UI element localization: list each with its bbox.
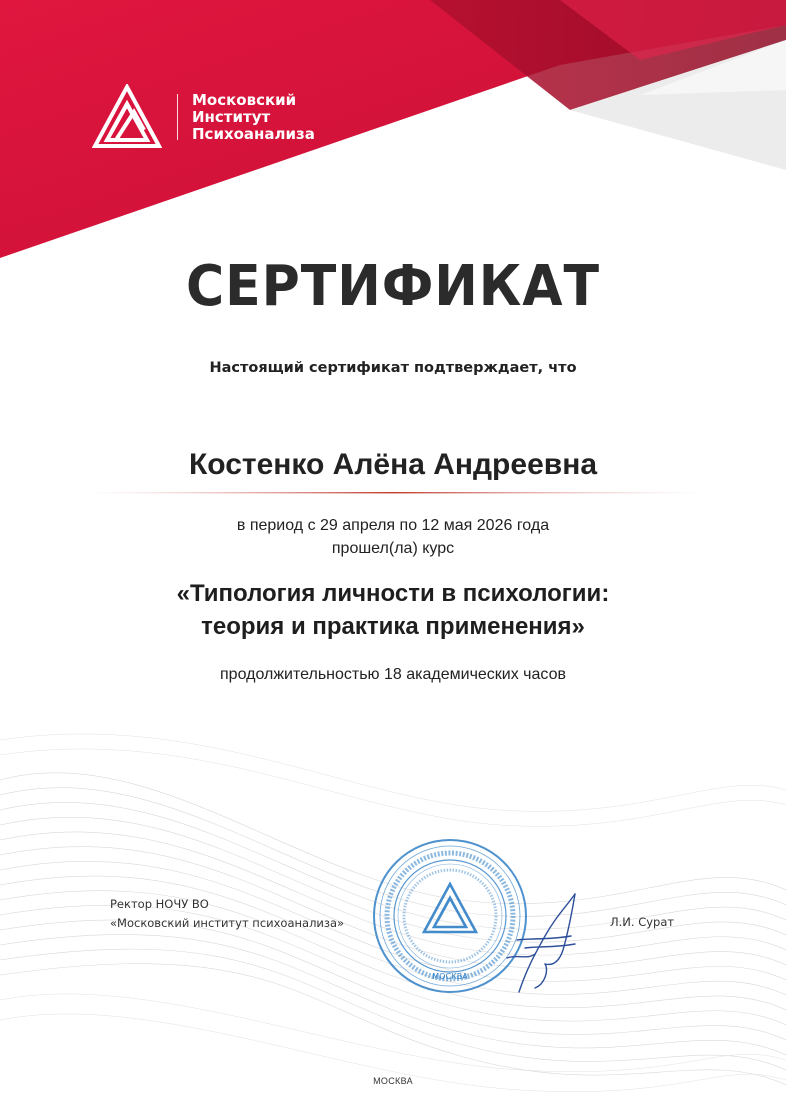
recipient-name: Костенко Алёна Андреевна	[188, 448, 598, 481]
name-underline	[83, 492, 703, 494]
triangle-logo-icon	[92, 84, 162, 150]
course-title-line-1: «Типология личности в психологии:	[176, 580, 610, 607]
footer-city: МОСКВА	[373, 1076, 413, 1086]
signer-role-line-2: «Московский институт психоанализа»	[110, 916, 345, 930]
signer-name: Л.И. Сурат	[610, 915, 675, 929]
course-title-line-2: теория и практика применения»	[201, 613, 585, 640]
period-line: в период с 29 апреля по 12 мая 2026 года	[236, 517, 550, 534]
logo-divider	[177, 94, 178, 140]
signer-role	[110, 895, 344, 933]
confirmation-text: Настоящий сертификат подтверждает, что	[209, 360, 577, 376]
course-period	[0, 514, 786, 560]
certificate-title: СЕРТИФИКАТ	[185, 254, 601, 319]
logo-line-1: Московский	[192, 91, 297, 109]
stamp-city-text: МОСКВА	[432, 972, 468, 981]
logo-line-3: Психоанализа	[192, 125, 315, 143]
handwritten-signature	[505, 888, 595, 998]
course-title	[0, 577, 786, 643]
course-duration: продолжительностью 18 академических часов	[220, 666, 566, 683]
signer-role-line-1: Ректор НОЧУ ВО	[110, 897, 209, 911]
completed-line: прошел(ла) курс	[331, 540, 455, 557]
logo-line-2: Институт	[192, 108, 271, 126]
institute-logo-text	[192, 92, 315, 143]
